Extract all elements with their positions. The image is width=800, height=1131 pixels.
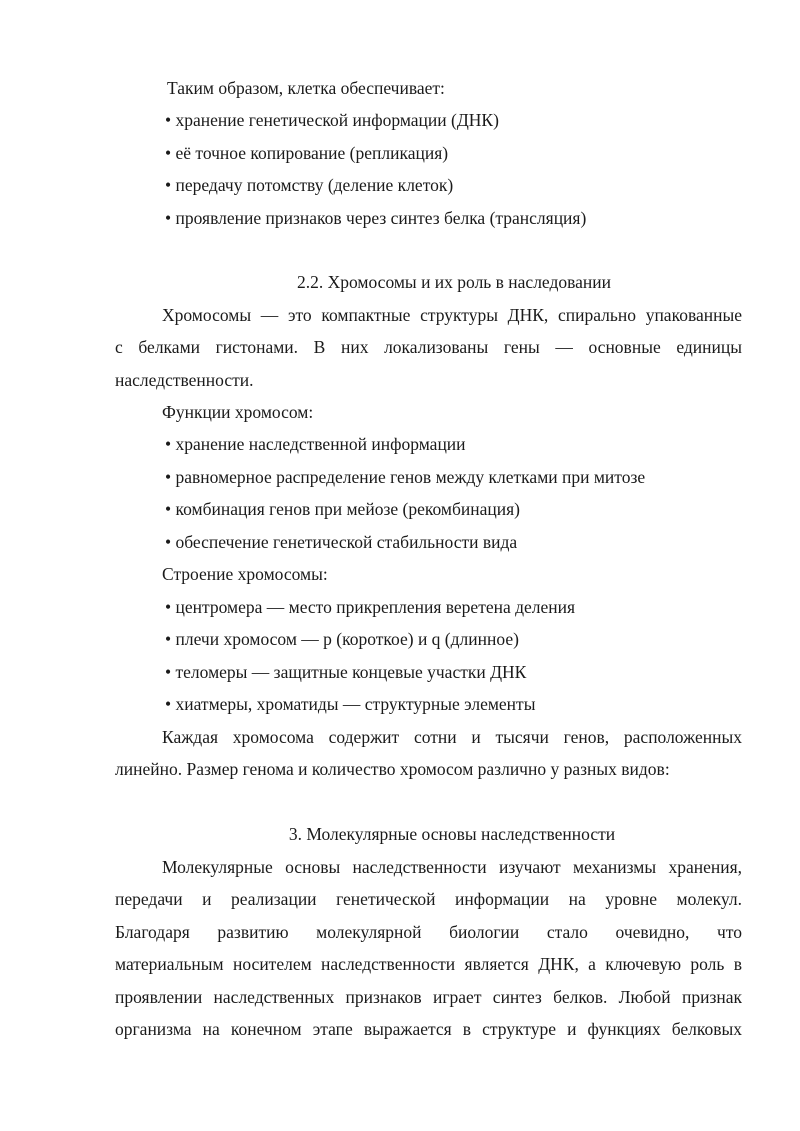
paragraph-line: передачи и реализации генетической информации на уровне молекул. bbox=[115, 889, 742, 909]
paragraph-line: материальным носителем наследственности является ДНК, а ключевую роль в bbox=[115, 954, 742, 974]
paragraph-line: Хромосомы — это компактные структуры ДНК, спирально упакованные bbox=[162, 305, 742, 325]
paragraph-line: проявлении наследственных признаков играет синтез белков. Любой признак bbox=[115, 987, 742, 1007]
functions-bullet: • обеспечение генетической стабильности вида bbox=[165, 532, 518, 552]
intro-bullet: • хранение генетической информации (ДНК) bbox=[165, 110, 499, 130]
functions-bullet: • хранение наследственной информации bbox=[165, 434, 466, 454]
intro-bullet: • передачу потомству (деление клеток) bbox=[165, 175, 454, 195]
section-heading: 3. Молекулярные основы наследственности bbox=[288, 824, 616, 844]
functions-bullet: • комбинация генов при мейозе (рекомбинация) bbox=[165, 499, 520, 519]
intro-bullet: • проявление признаков через синтез белка (трансляция) bbox=[165, 208, 587, 228]
intro-lead: Таким образом, клетка обеспечивает: bbox=[167, 78, 445, 98]
structure-bullet: • хиатмеры, хроматиды — структурные элементы bbox=[165, 694, 536, 714]
paragraph-line: линейно. Размер генома и количество хромосом различно у разных видов: bbox=[115, 759, 670, 779]
paragraph-line: с белками гистонами. В них локализованы гены — основные единицы bbox=[115, 337, 742, 357]
structure-bullet: • теломеры — защитные концевые участки ДНК bbox=[165, 662, 527, 682]
functions-bullet: • равномерное распределение генов между клетками при митозе bbox=[165, 467, 646, 487]
paragraph-line: Благодаря развитию молекулярной биологии стало очевидно, что bbox=[115, 922, 742, 942]
paragraph-line: Каждая хромосома содержит сотни и тысячи генов, расположенных bbox=[162, 727, 742, 747]
paragraph-line: наследственности. bbox=[115, 370, 254, 390]
paragraph-line: Молекулярные основы наследственности изучают механизмы хранения, bbox=[162, 857, 742, 877]
structure-label: Строение хромосомы: bbox=[162, 564, 328, 584]
structure-bullet: • центромера — место прикрепления веретена деления bbox=[165, 597, 576, 617]
paragraph-line: организма на конечном этапе выражается в структуре и функциях белковых bbox=[115, 1019, 742, 1039]
section-heading: 2.2. Хромосомы и их роль в наследовании bbox=[296, 272, 612, 292]
functions-label: Функции хромосом: bbox=[162, 402, 314, 422]
structure-bullet: • плечи хромосом — p (короткое) и q (длинное) bbox=[165, 629, 519, 649]
intro-bullet: • её точное копирование (репликация) bbox=[165, 143, 449, 163]
